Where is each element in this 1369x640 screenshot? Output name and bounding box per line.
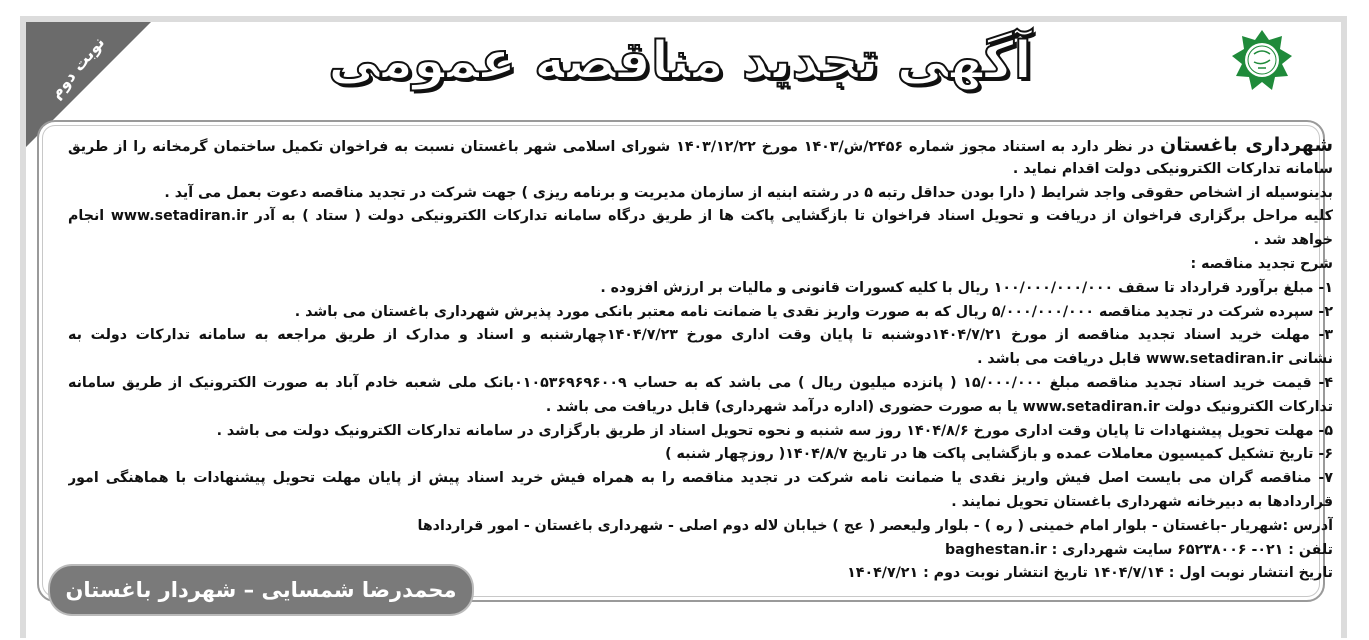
ribbon-label: نوبت دوم — [45, 32, 109, 103]
page-title: آگهی تجدید مناقصه عمومی — [328, 31, 1032, 91]
notice-line: سامانه تدارکات الکترونیکی دولت اقدام نماید . — [1012, 160, 1333, 177]
list-item: ۳- مهلت خرید اسناد تجدید مناقصه از مورخ ۱۴۰۴/۷/۲۱دوشنبه تا پایان وقت اداری مورخ ۱۴۰۴/۷/۲۳چهارشنبه و اسناد و مدارک از طریق مراجعه به سامانه تدارکات دولت به — [68, 327, 1333, 344]
municipality-logo-icon — [1232, 30, 1292, 90]
notice-line: بدینوسیله از اشخاص حقوقی واجد شرایط ( دارا بودن حداقل رتبه ۵ در رشته ابنیه از سازمان مدیریت و برنامه ریزی ) جهت شرکت در تجدید مناقصه دعوت بعمل می آید . — [164, 184, 1333, 201]
notice-line: خواهد شد . — [1253, 232, 1333, 249]
list-item: ۱- مبلغ برآورد قرارداد تا سقف ۱۰۰/۰۰۰/۰۰۰/۰۰۰ ریال با کلیه کسورات قانونی و مالیات بر ارزش افزوده . — [600, 279, 1333, 296]
section-heading: شرح تجدید مناقصه : — [1190, 255, 1333, 272]
list-item: ۲- سپرده شرکت در تجدید مناقصه ۵/۰۰۰/۰۰۰/۰۰۰ ریال که به صورت واریز نقدی یا ضمانت نامه معتبر بانکی مورد پذیرش شهرداری باغستان می باشد . — [294, 303, 1333, 320]
notice-body — [68, 134, 1333, 586]
notice-line-text: در نظر دارد به استناد مجوز شماره ۲۴۵۶/ش/۱۴۰۳ مورخ ۱۴۰۳/۱۲/۲۲ شورای اسلامی شهر باغستان نسبت به فراخوان تکمیل ساختمان گرمخانه را از طریق — [68, 139, 1161, 155]
address: آدرس :شهریار -باغستان - بلوار امام خمینی ( ره ) - بلوار ولیعصر ( عج ) خیابان لاله دوم اصلی - شهرداری باغستان - امور قراردادها — [417, 517, 1333, 534]
signature-badge: محمدرضا شمسایی – شهردار باغستان — [50, 566, 472, 614]
notice-line — [68, 134, 1333, 158]
list-item-cont: قراردادها به دبیرخانه شهرداری باغستان تحویل نمایند . — [951, 493, 1333, 510]
list-item: ۷- مناقصه گران می بایست اصل فیش واریز نقدی یا ضمانت نامه شرکت در تجدید مناقصه را به همراه فیش خرید اسناد پیش از پایان مهلت تحویل پیشنهادات با هماهنگی امور — [68, 470, 1333, 487]
list-item: ۶- تاریخ تشکیل کمیسیون معاملات عمده و بازگشایی پاکت ها در تاریخ ۱۴۰۴/۸/۷( روزچهار شنبه ) — [665, 446, 1333, 463]
organization-name: شهرداری باغستان — [1160, 134, 1333, 156]
notice-line: کلیه مراحل برگزاری فراخوان از دریافت و تحویل اسناد فراخوان تا بازگشایی پاکت ها از طریق درگاه سامانه تدارکات الکترونیکی دولت ( ستاد ) به آدر www.setadiran.ir انجام — [68, 208, 1333, 225]
list-item-cont: نشانی www.setadiran.ir قابل دریافت می باشد . — [977, 351, 1333, 368]
phone-website: تلفن : ۰۲۱- ۶۵۲۳۸۰۰۶ سایت شهرداری : baghestan.ir — [944, 541, 1333, 558]
list-item-cont: تدارکات الکترونیک دولت www.setadiran.ir یا به صورت حضوری (اداره درآمد شهرداری) قابل دریافت می باشد . — [545, 398, 1333, 415]
list-item: ۴- قیمت خرید اسناد تجدید مناقصه مبلغ ۱۵/۰۰۰/۰۰۰ ( پانزده میلیون ریال ) می باشد که به حساب ۰۱۰۵۳۶۹۶۹۶۰۰۹بانک ملی شعبه خادم آباد به صورت الکترونیک از طریق سامانه — [68, 374, 1333, 391]
list-item: ۵- مهلت تحویل پیشنهادات تا پایان وقت اداری مورخ ۱۴۰۴/۸/۶ روز سه شنبه و نحوه تحویل اسناد از طریق بارگزاری در سامانه تدارکات الکترونیک دولت می باشد . — [216, 422, 1333, 439]
publish-dates: تاریخ انتشار نوبت اول : ۱۴۰۴/۷/۱۴ تاریخ انتشار نوبت دوم : ۱۴۰۴/۷/۲۱ — [847, 565, 1333, 582]
